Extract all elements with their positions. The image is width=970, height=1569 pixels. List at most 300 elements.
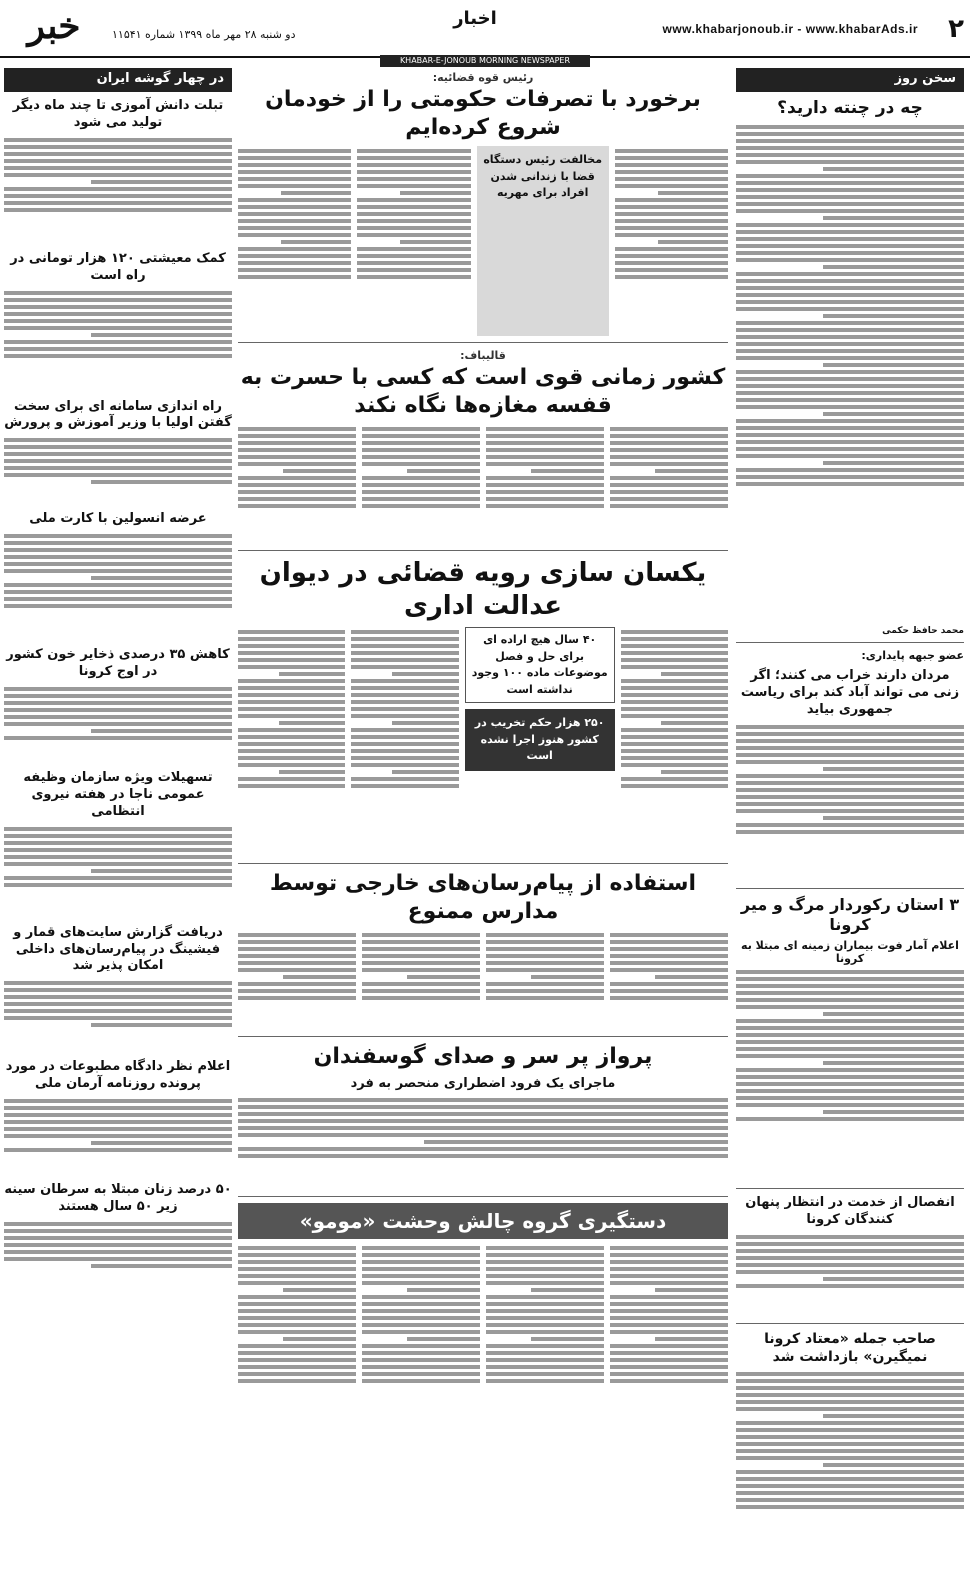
text-line xyxy=(610,1330,728,1334)
masthead xyxy=(0,0,970,58)
text-line xyxy=(610,1246,728,1250)
text-line xyxy=(351,756,458,760)
text-line xyxy=(238,1323,356,1327)
text-line xyxy=(615,156,728,160)
text-line xyxy=(736,300,964,304)
text-line xyxy=(736,1505,964,1509)
text-line xyxy=(362,1379,480,1383)
text-line xyxy=(655,975,728,979)
website-urls[interactable]: www.khabarjonoub.ir - www.khabarAds.ir xyxy=(662,22,918,36)
text-line xyxy=(362,996,480,1000)
text-line xyxy=(4,1127,232,1131)
text-line xyxy=(736,1082,964,1086)
text-line xyxy=(238,1372,356,1376)
text-line xyxy=(610,1309,728,1313)
text-line xyxy=(238,637,345,641)
text-line xyxy=(238,1302,356,1306)
text-line xyxy=(4,981,232,985)
text-line xyxy=(362,455,480,459)
text-line xyxy=(357,205,470,209)
text-line xyxy=(362,497,480,501)
text-line xyxy=(661,672,728,676)
text-line xyxy=(362,448,480,452)
story-body xyxy=(736,722,964,882)
text-line xyxy=(736,125,964,129)
text-line xyxy=(610,448,728,452)
text-line xyxy=(4,736,232,740)
text-line xyxy=(4,187,232,191)
text-line xyxy=(351,651,458,655)
text-line xyxy=(362,982,480,986)
text-line xyxy=(621,735,728,739)
news-item-body xyxy=(4,531,232,641)
text-line xyxy=(736,830,964,834)
text-line xyxy=(392,770,459,774)
text-line xyxy=(91,576,232,580)
text-line xyxy=(736,321,964,325)
text-line xyxy=(486,462,604,466)
text-line xyxy=(610,434,728,438)
text-line xyxy=(736,1477,964,1481)
text-line xyxy=(621,763,728,767)
text-line xyxy=(238,198,351,202)
news-item-title: ۵۰ درصد زنان مبتلا به سرطان سینه زیر ۵۰ سال هستند xyxy=(4,1182,232,1215)
text-line xyxy=(736,1379,964,1383)
text-line xyxy=(621,707,728,711)
text-line xyxy=(736,970,964,974)
text-line xyxy=(238,982,356,986)
text-line xyxy=(357,261,470,265)
callout-box: ۴۰ سال هیچ اراده ای برای حل و فصل موضوعات ماده ۱۰۰ وجود نداشته است xyxy=(465,627,615,703)
text-line xyxy=(362,1351,480,1355)
text-line xyxy=(658,191,728,195)
text-line xyxy=(486,1323,604,1327)
text-line xyxy=(736,272,964,276)
text-line xyxy=(610,455,728,459)
text-line xyxy=(610,954,728,958)
story-kicker: رئیس قوه قضائیه: xyxy=(432,71,534,84)
text-line xyxy=(238,504,356,508)
text-line xyxy=(610,490,728,494)
text-line xyxy=(621,637,728,641)
text-line xyxy=(736,1005,964,1009)
text-line xyxy=(486,989,604,993)
text-line xyxy=(238,1267,356,1271)
text-line xyxy=(362,1267,480,1271)
story-body xyxy=(736,967,964,1182)
text-line xyxy=(736,307,964,311)
text-line xyxy=(4,466,232,470)
left-column xyxy=(4,68,232,1294)
text-line xyxy=(362,1274,480,1278)
text-line xyxy=(486,1302,604,1306)
text-line xyxy=(736,342,964,346)
text-line xyxy=(736,286,964,290)
text-line xyxy=(736,244,964,248)
text-line xyxy=(486,1260,604,1264)
text-line xyxy=(400,191,470,195)
text-line xyxy=(362,504,480,508)
divider xyxy=(736,642,964,643)
text-line xyxy=(351,665,458,669)
text-line xyxy=(357,254,470,258)
text-line xyxy=(736,251,964,255)
text-line xyxy=(823,1414,964,1418)
text-line xyxy=(486,996,604,1000)
text-line xyxy=(610,1358,728,1362)
text-line xyxy=(736,1484,964,1488)
text-line xyxy=(655,1288,728,1292)
text-line xyxy=(238,756,345,760)
text-line xyxy=(4,1016,232,1020)
text-line xyxy=(736,809,964,813)
text-line xyxy=(238,1260,356,1264)
text-line xyxy=(621,693,728,697)
text-line xyxy=(736,335,964,339)
text-line xyxy=(736,398,964,402)
text-line xyxy=(4,687,232,691)
text-line xyxy=(362,961,480,965)
text-line xyxy=(610,1372,728,1376)
text-line xyxy=(486,1379,604,1383)
text-line xyxy=(486,982,604,986)
text-line xyxy=(279,770,346,774)
text-line xyxy=(4,848,232,852)
text-line xyxy=(238,1330,356,1334)
text-line xyxy=(4,159,232,163)
text-line xyxy=(238,961,356,965)
text-line xyxy=(736,1075,964,1079)
text-line xyxy=(736,160,964,164)
text-line xyxy=(4,541,232,545)
text-line xyxy=(238,1281,356,1285)
text-line xyxy=(610,1295,728,1299)
pull-quote: مخالفت رئیس دستگاه قضا با زندانی شدن افراد برای مهریه xyxy=(477,146,609,336)
text-line xyxy=(621,644,728,648)
text-line xyxy=(238,427,356,431)
text-line xyxy=(351,777,458,781)
text-line xyxy=(4,995,232,999)
center-area xyxy=(238,68,728,1438)
text-line xyxy=(4,1257,232,1261)
text-line xyxy=(655,469,728,473)
text-line xyxy=(610,462,728,466)
text-line xyxy=(736,1263,964,1267)
text-line xyxy=(486,1253,604,1257)
callout-box-dark: ۲۵۰ هزار حکم تخریب در کشور هنوز اجرا نشده است xyxy=(465,709,615,771)
text-line xyxy=(238,254,351,258)
text-line xyxy=(486,947,604,951)
text-line xyxy=(238,700,345,704)
text-line xyxy=(362,1302,480,1306)
text-line xyxy=(486,483,604,487)
news-item-title: دریافت گزارش سایت‌های قمار و فیشینگ در پیام‌رسان‌های داخلی امکان پذیر شد xyxy=(13,924,223,974)
story-title: ۳ استان رکوردار مرگ و میر کرونا xyxy=(740,894,960,935)
text-line xyxy=(736,1047,964,1051)
text-line xyxy=(238,1126,728,1130)
story-body xyxy=(610,930,728,1030)
text-line xyxy=(351,686,458,690)
text-line xyxy=(621,651,728,655)
text-line xyxy=(362,434,480,438)
text-line xyxy=(357,268,470,272)
text-line xyxy=(736,230,964,234)
story-body xyxy=(238,1243,356,1438)
text-line xyxy=(736,188,964,192)
news-item-body xyxy=(4,1096,232,1176)
news-item-title: اعلام نظر دادگاه مطبوعات در مورد پرونده روزنامه آرمان ملی xyxy=(5,1059,231,1092)
text-line xyxy=(661,721,728,725)
editorial-body xyxy=(736,122,964,622)
text-line xyxy=(736,1470,964,1474)
text-line xyxy=(238,177,351,181)
text-line xyxy=(238,1351,356,1355)
text-line xyxy=(736,1442,964,1446)
text-line xyxy=(736,237,964,241)
text-line xyxy=(486,1358,604,1362)
text-line xyxy=(238,954,356,958)
text-line xyxy=(4,590,232,594)
news-item-body xyxy=(4,978,232,1053)
story-body xyxy=(610,424,728,544)
text-line xyxy=(351,735,458,739)
text-line xyxy=(610,427,728,431)
text-line xyxy=(823,767,964,771)
text-line xyxy=(238,728,345,732)
text-line xyxy=(4,319,232,323)
text-line xyxy=(736,1026,964,1030)
text-line xyxy=(91,480,232,484)
text-line xyxy=(91,180,232,184)
text-line xyxy=(736,1449,964,1453)
text-line xyxy=(351,784,458,788)
text-line xyxy=(615,149,728,153)
text-line xyxy=(486,933,604,937)
text-line xyxy=(91,1023,232,1027)
text-line xyxy=(238,947,356,951)
text-line xyxy=(736,1491,964,1495)
news-item-title: تسهیلات ویژه سازمان وظیفه عمومی ناجا در هفته نیروی انتظامی xyxy=(23,770,213,819)
text-line xyxy=(736,1386,964,1390)
headline: یکسان سازی رویه قضائی در دیوان عدالت اداری xyxy=(259,558,707,621)
text-line xyxy=(4,841,232,845)
text-line xyxy=(736,293,964,297)
text-line xyxy=(238,644,345,648)
text-line xyxy=(610,497,728,501)
text-line xyxy=(357,156,470,160)
story-columns xyxy=(238,930,728,1030)
text-line xyxy=(736,391,964,395)
text-line xyxy=(4,166,232,170)
text-line xyxy=(4,145,232,149)
text-line xyxy=(238,749,345,753)
text-line xyxy=(238,1253,356,1257)
text-line xyxy=(238,490,356,494)
story-title: انفصال از خدمت در انتظار پنهان کنندگان کرونا xyxy=(745,1195,955,1228)
text-line xyxy=(4,312,232,316)
text-line xyxy=(736,139,964,143)
text-line xyxy=(238,156,351,160)
text-line xyxy=(357,233,470,237)
text-line xyxy=(4,173,232,177)
text-line xyxy=(4,1113,232,1117)
text-line xyxy=(486,490,604,494)
text-line xyxy=(238,462,356,466)
text-line xyxy=(610,961,728,965)
text-line xyxy=(238,735,345,739)
text-line xyxy=(615,163,728,167)
text-line xyxy=(4,1222,232,1226)
text-line xyxy=(4,473,232,477)
text-line xyxy=(4,326,232,330)
text-line xyxy=(238,483,356,487)
text-line xyxy=(736,746,964,750)
text-line xyxy=(736,1435,964,1439)
text-line xyxy=(91,1141,232,1145)
text-line xyxy=(610,1316,728,1320)
headline: پرواز پر سر و صدای گوسفندان xyxy=(313,1044,653,1069)
text-line xyxy=(486,1295,604,1299)
text-line xyxy=(4,459,232,463)
text-line xyxy=(736,1096,964,1100)
text-line xyxy=(238,212,351,216)
text-line xyxy=(351,742,458,746)
newspaper-logo: خبر xyxy=(27,5,81,47)
text-line xyxy=(658,240,728,244)
headline: کشور زمانی قوی است که کسی با حسرت به قفسه مغازه‌ها نگاه نکند xyxy=(240,365,726,418)
text-line xyxy=(407,469,480,473)
text-line xyxy=(486,1372,604,1376)
text-line xyxy=(400,240,470,244)
text-line xyxy=(4,715,232,719)
text-line xyxy=(4,597,232,601)
text-line xyxy=(736,1400,964,1404)
text-line xyxy=(362,947,480,951)
text-line xyxy=(351,749,458,753)
editorial-author: محمد حافظ حکمی xyxy=(882,626,964,636)
text-line xyxy=(610,1379,728,1383)
text-line xyxy=(238,170,351,174)
text-line xyxy=(615,219,728,223)
text-line xyxy=(91,333,232,337)
news-item-body xyxy=(4,1219,232,1294)
text-line xyxy=(4,855,232,859)
text-line xyxy=(823,1463,964,1467)
text-line xyxy=(4,701,232,705)
text-line xyxy=(823,1110,964,1114)
text-line xyxy=(736,328,964,332)
text-line xyxy=(362,1372,480,1376)
text-line xyxy=(4,708,232,712)
text-line xyxy=(283,1288,356,1292)
story-body xyxy=(621,627,728,857)
text-line xyxy=(392,672,459,676)
text-line xyxy=(823,314,964,318)
text-line xyxy=(357,275,470,279)
text-line xyxy=(4,354,232,358)
text-line xyxy=(4,876,232,880)
text-line xyxy=(736,258,964,262)
text-line xyxy=(4,340,232,344)
text-line xyxy=(362,1358,480,1362)
text-line xyxy=(610,1302,728,1306)
text-line xyxy=(362,490,480,494)
callout-stack xyxy=(465,627,615,857)
news-item-body xyxy=(4,824,232,919)
text-line xyxy=(351,644,458,648)
text-line xyxy=(736,774,964,778)
story-columns xyxy=(238,146,728,336)
text-line xyxy=(823,216,964,220)
text-line xyxy=(4,694,232,698)
text-line xyxy=(362,1281,480,1285)
text-line xyxy=(736,1407,964,1411)
text-line xyxy=(736,788,964,792)
text-line xyxy=(615,226,728,230)
text-line xyxy=(610,968,728,972)
text-line xyxy=(4,291,232,295)
text-line xyxy=(238,1105,728,1109)
news-item-body xyxy=(4,684,232,764)
text-line xyxy=(238,693,345,697)
text-line xyxy=(4,1106,232,1110)
text-line xyxy=(736,1235,964,1239)
text-line xyxy=(486,1351,604,1355)
text-line xyxy=(362,989,480,993)
divider xyxy=(238,550,728,551)
story-columns xyxy=(238,424,728,544)
text-line xyxy=(610,1365,728,1369)
text-line xyxy=(238,658,345,662)
text-line xyxy=(610,1274,728,1278)
text-line xyxy=(4,201,232,205)
text-line xyxy=(486,504,604,508)
text-line xyxy=(4,305,232,309)
divider xyxy=(238,1196,728,1197)
text-line xyxy=(621,665,728,669)
text-line xyxy=(736,468,964,472)
text-line xyxy=(615,254,728,258)
text-line xyxy=(610,940,728,944)
text-line xyxy=(736,384,964,388)
text-line xyxy=(4,534,232,538)
text-line xyxy=(362,1344,480,1348)
text-line xyxy=(238,651,345,655)
text-line xyxy=(615,177,728,181)
text-line xyxy=(486,497,604,501)
text-line xyxy=(4,208,232,212)
text-line xyxy=(392,721,459,725)
text-line xyxy=(238,268,351,272)
text-line xyxy=(238,219,351,223)
text-line xyxy=(357,219,470,223)
text-line xyxy=(238,1358,356,1362)
text-line xyxy=(486,1281,604,1285)
text-line xyxy=(615,170,728,174)
text-line xyxy=(238,448,356,452)
text-line xyxy=(736,977,964,981)
text-line xyxy=(279,672,346,676)
text-line xyxy=(4,452,232,456)
text-line xyxy=(736,1428,964,1432)
text-line xyxy=(362,968,480,972)
text-line xyxy=(615,198,728,202)
text-line xyxy=(610,1351,728,1355)
text-line xyxy=(736,153,964,157)
text-line xyxy=(279,721,346,725)
text-line xyxy=(4,988,232,992)
text-line xyxy=(362,1246,480,1250)
